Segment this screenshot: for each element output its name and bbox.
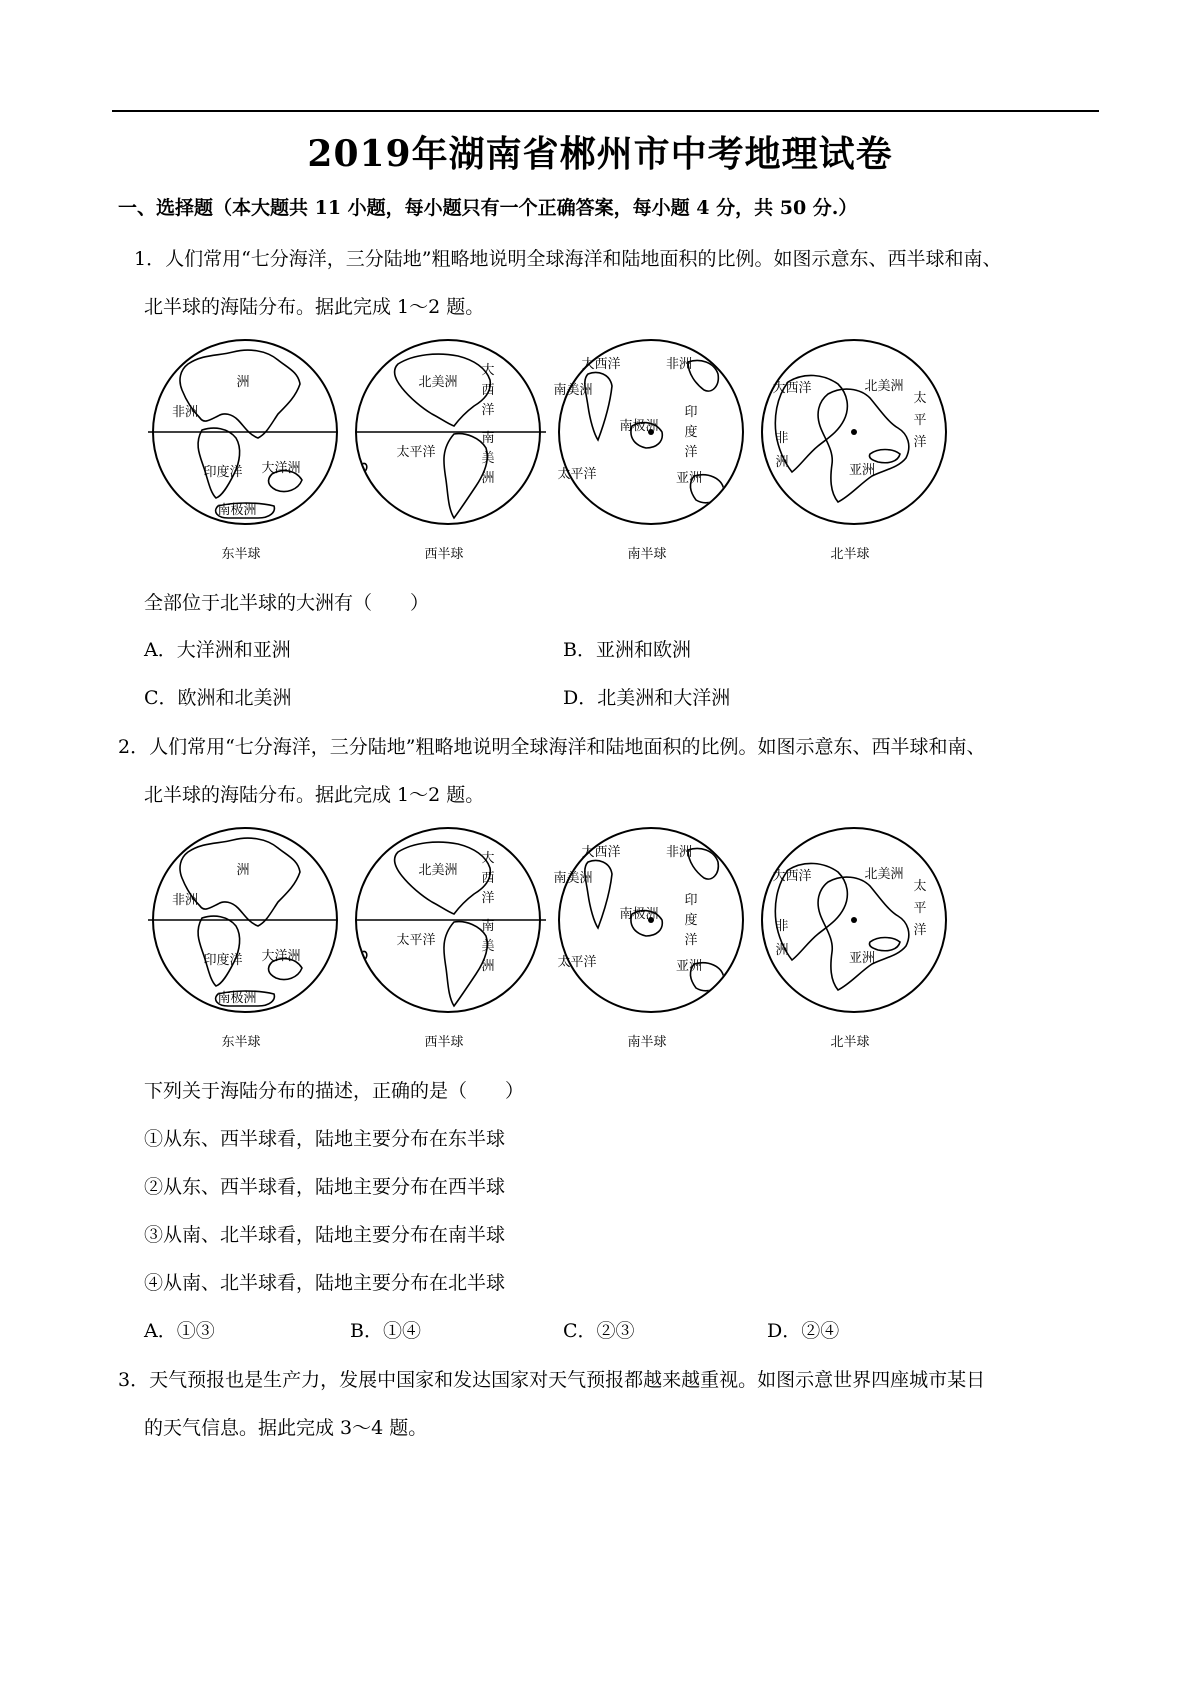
- globe-label: 洲: [775, 943, 789, 958]
- globe-caption: 东半球: [221, 547, 261, 562]
- globe-label: 洋: [684, 445, 698, 460]
- globe-label: 西: [481, 871, 495, 886]
- page-title: 2019年湖南省郴州市中考地理试卷: [307, 133, 893, 175]
- q1-option-c[interactable]: C．欧洲和北美洲: [144, 687, 292, 709]
- globe-label: 非洲: [665, 845, 693, 860]
- globe-label: 洋: [481, 403, 495, 418]
- q2-option-a[interactable]: A．①③: [144, 1320, 215, 1342]
- globe-caption: 北半球: [830, 1035, 870, 1050]
- globe-label: 洋: [481, 891, 495, 906]
- globe-label: 亚洲: [675, 471, 703, 486]
- q2-statement-4: ④从南、北半球看，陆地主要分布在北半球: [144, 1272, 506, 1294]
- q1-question: 全部位于北半球的大洲有（ ）: [144, 592, 430, 614]
- globe-label: 南: [481, 919, 495, 934]
- globe-label: 非洲: [665, 357, 693, 372]
- globe-label: 度: [684, 913, 698, 928]
- q1-option-a[interactable]: A．大洋洲和亚洲: [144, 639, 291, 661]
- globe-caption: 西半球: [424, 1035, 464, 1050]
- globe-label: 印: [684, 405, 698, 420]
- globe-caption: 西半球: [424, 547, 464, 562]
- globe-label: 南极洲: [217, 991, 257, 1006]
- north-pole-dot: [851, 917, 857, 923]
- globe-label: 南极洲: [619, 419, 659, 434]
- globe-label: 北美洲: [418, 863, 458, 878]
- q2-option-c[interactable]: C．②③: [563, 1320, 635, 1342]
- globe-label: 印度洋: [203, 953, 243, 968]
- hemisphere-globe: [148, 828, 337, 1050]
- top-rule: [112, 110, 1099, 112]
- q2-statement-1: ①从东、西半球看，陆地主要分布在东半球: [144, 1128, 506, 1150]
- globe-label: 大洋洲: [261, 949, 301, 964]
- q2-option-d[interactable]: D．②④: [767, 1320, 840, 1342]
- globe-label: 洲: [236, 375, 250, 390]
- globe-label: 大: [481, 851, 495, 866]
- globe-label: 非洲: [171, 405, 199, 420]
- q3-stem-line1: 3．天气预报也是生产力，发展中国家和发达国家对天气预报都越来越重视。如图示意世界四座城市某日: [118, 1369, 986, 1391]
- north-pole-dot: [851, 429, 857, 435]
- globe-label: 北美洲: [864, 379, 904, 394]
- q3-stem-line2: 的天气信息。据此完成 3～4 题。: [144, 1417, 428, 1439]
- globe-label: 太平洋: [557, 955, 597, 970]
- q1-stem-line1: 1．人们常用“七分海洋，三分陆地”粗略地说明全球海洋和陆地面积的比例。如图示意东、西半球和南、: [134, 248, 1002, 270]
- globe-label: 亚洲: [848, 463, 876, 478]
- globe-label: 非洲: [171, 893, 199, 908]
- globe-label: 平: [913, 413, 927, 428]
- globe-label: 洲: [481, 471, 495, 486]
- globe-label: 度: [684, 425, 698, 440]
- globe-label: 大: [481, 363, 495, 378]
- q1-stem-line2: 北半球的海陆分布。据此完成 1～2 题。: [144, 296, 485, 318]
- hemisphere-globe: [762, 828, 946, 1050]
- globe-label: 洲: [775, 455, 789, 470]
- q1-option-b[interactable]: B．亚洲和欧洲: [563, 639, 691, 661]
- q1-option-d[interactable]: D．北美洲和大洋洲: [563, 687, 731, 709]
- globe-label: 大西洋: [581, 357, 621, 372]
- globe-label: 洋: [913, 435, 927, 450]
- globe-label: 南: [481, 431, 495, 446]
- globe-label: 平: [913, 901, 927, 916]
- globe-label: 非: [775, 919, 789, 934]
- globe-caption: 南半球: [627, 547, 667, 562]
- globe-label: 南极洲: [217, 503, 257, 518]
- q1-globe-figure: [148, 334, 968, 566]
- hemisphere-globe: [356, 828, 546, 1050]
- q2-globe-figure: [148, 822, 968, 1054]
- globe-label: 西: [481, 383, 495, 398]
- q2-stem-line1: 2．人们常用“七分海洋，三分陆地”粗略地说明全球海洋和陆地面积的比例。如图示意东、西半球和南、: [118, 736, 986, 758]
- globe-label: 大洋洲: [261, 461, 301, 476]
- q2-option-b[interactable]: B．①④: [350, 1320, 421, 1342]
- globe-label: 太平洋: [396, 445, 436, 460]
- globe-caption: 南半球: [627, 1035, 667, 1050]
- globe-label: 南美洲: [553, 383, 593, 398]
- globe-label: 非: [775, 431, 789, 446]
- globe-caption: 东半球: [221, 1035, 261, 1050]
- globe-label: 洋: [913, 923, 927, 938]
- globe-label: 亚洲: [848, 951, 876, 966]
- hemisphere-globe: [762, 340, 946, 562]
- globe-label: 北美洲: [864, 867, 904, 882]
- globe-label: 太: [913, 391, 927, 406]
- hemisphere-globe: [356, 340, 546, 562]
- globe-label: 北美洲: [418, 375, 458, 390]
- hemisphere-globe: [148, 340, 337, 562]
- globe-label: 太平洋: [557, 467, 597, 482]
- globe-label: 美: [481, 451, 495, 466]
- globe-figure-svg: [148, 822, 968, 1054]
- q2-statement-2: ②从东、西半球看，陆地主要分布在西半球: [144, 1176, 506, 1198]
- hemisphere-globe: [553, 828, 743, 1050]
- globe-label: 亚洲: [675, 959, 703, 974]
- globe-label: 南极洲: [619, 907, 659, 922]
- globe-label: 大西洋: [772, 381, 812, 396]
- globe-label: 洋: [684, 933, 698, 948]
- q2-statement-3: ③从南、北半球看，陆地主要分布在南半球: [144, 1224, 506, 1246]
- globe-caption: 北半球: [830, 547, 870, 562]
- globe-label: 洲: [481, 959, 495, 974]
- globe-figure-svg: [148, 334, 968, 566]
- globe-label: 大西洋: [772, 869, 812, 884]
- globe-label: 洲: [236, 863, 250, 878]
- hemisphere-globe: [553, 340, 743, 562]
- globe-label: 大西洋: [581, 845, 621, 860]
- q2-stem-line2: 北半球的海陆分布。据此完成 1～2 题。: [144, 784, 485, 806]
- globe-label: 美: [481, 939, 495, 954]
- globe-label: 印度洋: [203, 465, 243, 480]
- globe-label: 太: [913, 879, 927, 894]
- section-heading: 一、选择题（本大题共 11 小题，每小题只有一个正确答案，每小题 4 分，共 50 分.）: [118, 197, 858, 219]
- q2-question: 下列关于海陆分布的描述，正确的是（ ）: [144, 1080, 525, 1102]
- globe-label: 南美洲: [553, 871, 593, 886]
- globe-label: 印: [684, 893, 698, 908]
- globe-label: 太平洋: [396, 933, 436, 948]
